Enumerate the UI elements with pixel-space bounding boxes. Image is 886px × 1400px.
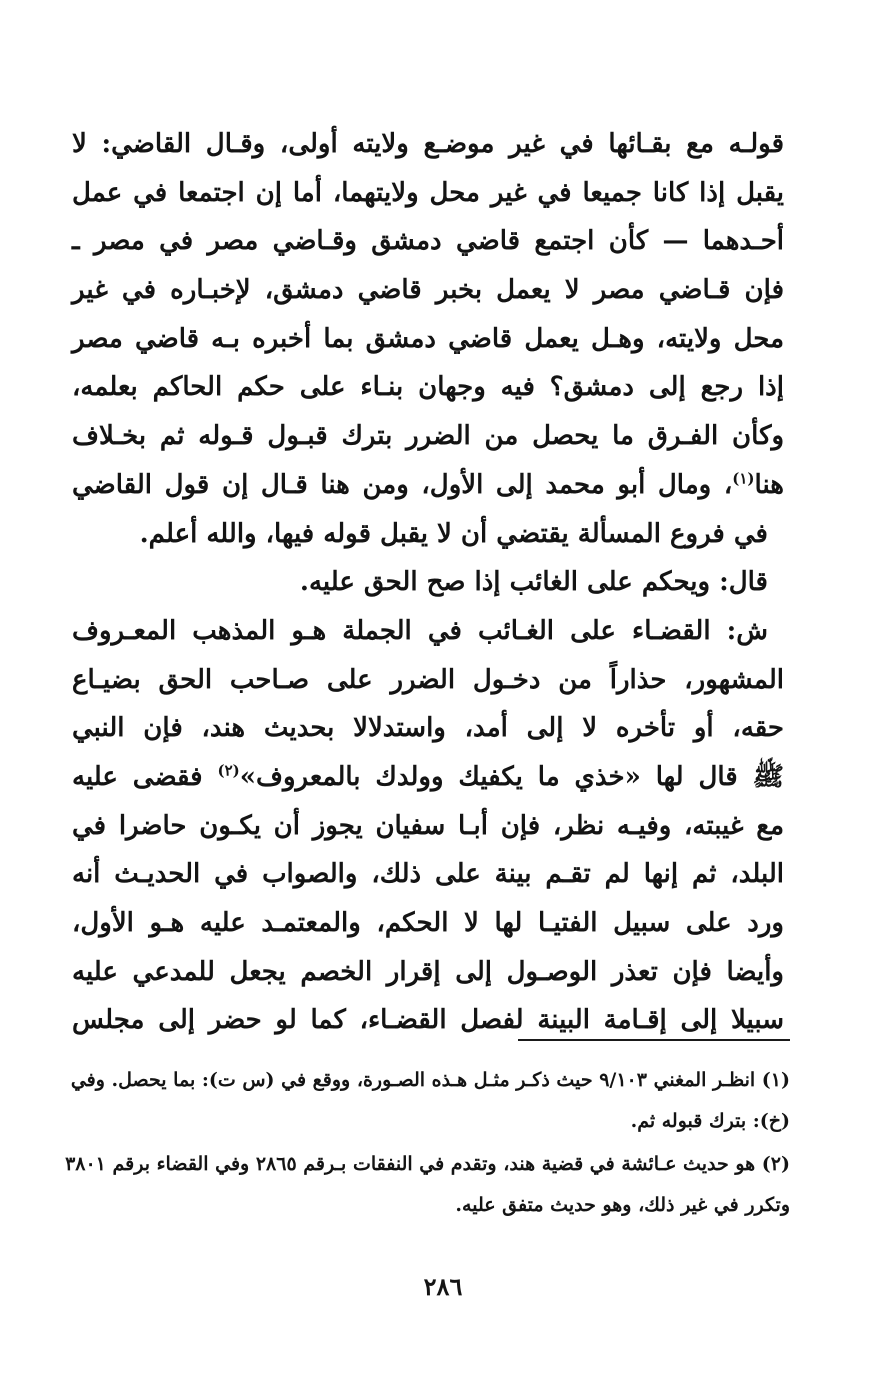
footnotes bbox=[65, 1060, 790, 1226]
body-line: إذا رجع إلى دمشق؟ فيه وجهان بنـاء على حكم الحاكم بعلمه، bbox=[72, 372, 784, 403]
body-line bbox=[72, 753, 784, 802]
body-line: قولـه مع بقـائها في غير موضـع ولايته أولى، وقـال القاضي: لا bbox=[72, 129, 784, 159]
body-line: في فروع المسألة يقتضي أن لا يقبل قوله فيها، والله أعلم. bbox=[139, 518, 768, 549]
body-line: سبيلا إلى إقـامة البينة لفصل القضـاء، كما لو حضر إلى مجلس bbox=[72, 1005, 784, 1036]
body-line: وأيضا فإن تعذر الوصـول إلى إقرار الخصم يجعل للمدعي عليه bbox=[72, 956, 784, 987]
body-line: محل ولايته، وهـل يعمل قاضي دمشق بما أخبره بـه قاضي مصر bbox=[72, 323, 784, 354]
footnote-marker: (٢) bbox=[217, 761, 240, 780]
page-number: ٢٨٦ bbox=[423, 1272, 463, 1301]
body-line: يقبل إذا كانا جميعا في غير محل ولايتهما، أما إن اجتمعا في عمل bbox=[72, 177, 784, 208]
body-line: ش: القضـاء على الغـائب في الجملة هـو المذهب المعـروف bbox=[72, 615, 768, 646]
body-line: المشهور، حذاراً من دخـول الضرر على صـاحب الحق بضيـاع bbox=[72, 664, 784, 695]
body-line: فإن قـاضي مصر لا يعمل بخبر قاضي دمشق، لإخبـاره في غير bbox=[72, 275, 784, 306]
footnote-line: (٢) هو حديث عـائشة في قضية هند، وتقدم في النفقات بـرقم ٢٨٦٥ وفي القضاء برقم ٣٨٠١ bbox=[65, 1153, 790, 1175]
body-text: ، ومال أبو محمد إلى الأول، ومن هنا قـال إن قول القاضي bbox=[72, 469, 733, 500]
main-text bbox=[72, 120, 784, 1045]
footnote-line: (خ): بترك قبوله ثم. bbox=[630, 1110, 790, 1132]
body-line: حقه، أو تأخره لا إلى أمد، واستدلالا بحديث هند، فإن النبي bbox=[72, 713, 784, 744]
body-line: مع غيبته، وفيـه نظر، فإن أبـا سفيان يجوز أن يكـون حاضرا في bbox=[72, 810, 784, 841]
footnote-line: وتكرر في غير ذلك، وهو حديث متفق عليه. bbox=[455, 1194, 790, 1216]
body-line: أحـدهما — كأن اجتمع قاضي دمشق وقـاضي مصر في مصر ـ bbox=[72, 226, 784, 257]
body-line: وكأن الفـرق ما يحصل من الضرر بترك قبـول قـوله ثم بخـلاف bbox=[72, 421, 784, 452]
body-text: هنا bbox=[754, 469, 784, 500]
body-text: فقضى عليه bbox=[72, 761, 218, 792]
footnote-marker: (١) bbox=[732, 469, 755, 488]
footnote-line: (١) انظـر المغني ٩/١٠٣ حيث ذكـر مثـل هـذه الصـورة، ووقع في (س ت): بما يحصل. وفي bbox=[70, 1069, 790, 1091]
footnote-separator bbox=[518, 1039, 790, 1041]
body-line: البلد، ثم إنها لم تقـم بينة على ذلك، والصواب في الحديـث أنه bbox=[72, 859, 784, 890]
section-heading-line: قال: ويحكم على الغائب إذا صح الحق عليه. bbox=[299, 567, 768, 598]
body-line: ورد على سبيل الفتيـا لها لا الحكم، والمعتمـد عليه هـو الأول، bbox=[72, 908, 784, 938]
body-text: ﷺ قال لها «خذي ما يكفيك وولدك بالمعروف» bbox=[239, 761, 784, 792]
body-line bbox=[72, 461, 784, 510]
